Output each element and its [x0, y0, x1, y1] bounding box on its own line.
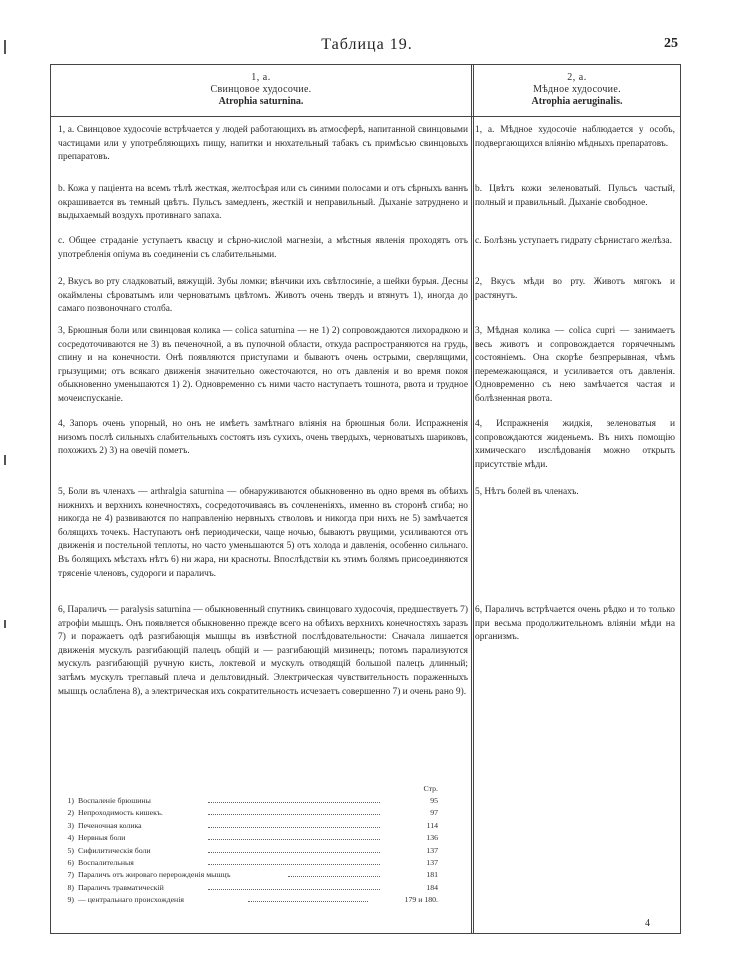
footnote-page: 114 — [426, 820, 438, 830]
left-paragraph-3: 3, Брюшныя боли или свинцовая колика — colica saturnina — не 1) 2) сопровождаются лихорадкою и сосредоточиваются не 3) въ печеночной, а въ пупочной области, откуда распространяются на грудь, спину и на конечности. Онѣ появляются приступами и бываютъ очень острыми, сверлящими, грызущими; отъ всякаго движенiя значительно ожесточаются, но отъ давленiя и во время покоя обыкновенно уменьшаются 1) 2). Одновременно съ ними часто наступаетъ тошнота, рвота и трудное мочеиспусканiе. — [58, 326, 468, 404]
footnotes-header — [58, 783, 438, 795]
footnote-page: 184 — [426, 882, 438, 892]
footnote-page: 97 — [430, 808, 438, 818]
column-divider — [471, 64, 474, 934]
footnote-text: Нервныя боли — [78, 833, 126, 843]
footnote-row — [58, 807, 438, 819]
footnote-number: 9) — [67, 895, 74, 905]
left-paragraph-2: 2, Вкусъ во рту сладковатый, вяжущiй. Зубы ломки; вѣнчики ихъ свѣтлосиніе, а шейки бурыя. Десны окаймлены сѣроватымъ или черноватымъ цвѣтомъ. Животъ очень твердъ и втянутъ 1), иногда до самаго позвоночнаго столба. — [58, 277, 468, 315]
footnote-row — [58, 820, 438, 832]
right-paragraph-6: 6, Параличъ встрѣчается очень рѣдко и то только при весьма продолжительномъ влiянiи мѣди на организмъ. — [475, 605, 675, 643]
footnote-page: 179 и 180. — [404, 895, 438, 905]
footnote-text: Воспаленiе брюшины — [78, 796, 151, 805]
footnote-row — [58, 894, 438, 906]
footnote-text: — центральнаго происхожденiя — [78, 895, 184, 905]
footnote-page: 137 — [426, 845, 438, 855]
header-divider — [50, 116, 681, 117]
signature-mark: 4 — [645, 918, 650, 929]
footnote-leader — [208, 864, 380, 865]
footnote-text: Непроходимость кишекъ. — [78, 808, 163, 818]
footnote-text: Печеночная колика — [78, 820, 142, 830]
footnote-row — [58, 857, 438, 869]
footnote-row — [58, 869, 438, 881]
right-paragraph-1b: b. Цвѣтъ кожи зеленоватый. Пульсъ частый, полный и правильный. Дыханiе свободное. — [475, 184, 675, 208]
margin-mark — [4, 620, 6, 628]
footnote-row — [58, 882, 438, 894]
left-column-number: 1, а. — [251, 72, 271, 83]
footnote-leader — [208, 814, 380, 815]
page-number: 25 — [664, 36, 678, 51]
margin-mark — [4, 455, 6, 465]
footnote-row — [58, 845, 438, 857]
right-paragraph-2: 2, Вкусъ мѣди во рту. Животъ мягокъ и растянутъ. — [475, 277, 675, 301]
footnote-page: 137 — [426, 857, 438, 867]
footnote-text: Параличъ травматическiй — [78, 882, 164, 892]
footnote-number: 5) — [67, 845, 74, 855]
right-paragraph-4: 4, Испражненiя жидкiя, зеленоватыя и сопровождаются жиденьемъ. Въ нихъ помощiю химическаго изслѣдованiя можно открыть присутствiе мѣди. — [475, 419, 675, 470]
footnote-leader — [208, 827, 380, 828]
footnote-number: 8) — [67, 882, 74, 892]
left-paragraph-6: 6, Параличъ — paralysis saturnina — обыкновенный спутникъ свинцоваго худосочія, предшествуетъ 7) атрофiи мышцъ. Онъ появляется обыкновенно прежде всего на обѣихъ верхнихъ конечностяхъ заразъ 7) и поражаетъ одѣ разгибающiя мышцы въ извѣстной послѣдовательности: Сначала лишается движенiя мускулъ разгибающiй палецъ общiй и — разгибающiй мизинецъ; потомъ парализуются мускулъ разгибающiй ручную кисть, локтевой и мускулъ отводящiй большой палецъ длинный; затѣмъ мускулъ треглавый плеча и дельтовидный. Электрическая чувствительность пораженныхъ мышцъ ослаблена 8), а электрическая ихъ сократительность исчезаетъ совершенно 7) и очень рано 9). — [58, 605, 468, 697]
right-column-number: 2, а. — [567, 72, 587, 83]
left-paragraph-1c: c. Общее страданiе уступаетъ квасцу и сѣрно-кислой магнезiи, а мѣстныя явленiя проходятъ отъ употребленiя опiума въ соединенiи съ слабительными. — [58, 236, 468, 260]
footnote-page: 95 — [430, 796, 438, 805]
footnote-leader — [208, 889, 380, 890]
footnote-text: Параличъ отъ жироваго перерожденiя мышцъ — [78, 870, 231, 880]
left-column-header — [52, 72, 470, 108]
left-paragraph-1a: 1, а. Свинцовое худосочіе встрѣчается у людей работающихъ въ атмосферѣ, напитанной свинцовыми частицами или у употребляющихъ пищу, напитки и нюхательный табакъ съ примѣсью свинцовыхъ препаратовъ. — [58, 125, 468, 163]
right-column-latin-title: Atrophia aeruginalis. — [531, 96, 623, 107]
footnotes — [58, 783, 438, 907]
footnote-number: 4) — [67, 833, 74, 843]
right-column-header — [475, 72, 679, 108]
footnote-text: Воспалительныя — [78, 857, 134, 867]
footnotes-page-label: Стр. — [423, 784, 438, 793]
footnote-row — [58, 795, 438, 807]
page-title: Таблица 19. — [321, 36, 413, 53]
footnote-leader — [208, 839, 380, 840]
right-paragraph-5: 5, Нѣтъ болей въ членахъ. — [475, 487, 579, 497]
footnote-number: 1) — [67, 796, 74, 805]
footnote-leader — [248, 901, 368, 902]
footnote-number: 2) — [67, 808, 74, 818]
right-paragraph-1c: c. Болѣзнь уступаетъ гидрату сѣрнистаго желѣза. — [475, 236, 672, 246]
left-column-latin-title: Atrophia saturnina. — [218, 96, 304, 107]
footnote-leader — [288, 876, 380, 877]
right-paragraph-1a: 1, а. Мѣдное худосочiе наблюдается у особъ, подвергающихся влiянiю мѣдныхъ препаратовъ. — [475, 125, 675, 149]
footnote-row — [58, 832, 438, 844]
footnote-page: 136 — [426, 833, 438, 843]
footnote-number: 6) — [67, 857, 74, 867]
left-paragraph-5: 5, Боли въ членахъ — arthralgia saturnina — обнаруживаются обыкновенно въ одно время въ обѣихъ нижнихъ и верхнихъ конечностяхъ, сосредоточиваясь въ сочлененiяхъ, именно въ сторонѣ сгиба; но никогда не 4) развиваются по направленiю нервныхъ стволовъ и никогда при нихъ не 5) замѣчается болящихъ точекъ. Наступаютъ онѣ периодически, чаще ночью, бываютъ рвущими, усиливаются отъ движенiя и постельной теплоты, но часто уменьшаются 5) отъ холода и давленiя, особенно сильнаго. Въ болящихъ мѣстахъ нѣтъ 6) ни жара, ни красноты. Впослѣдствiи къ этимъ болямъ присоединяются трясенiе членовъ, судороги и параличъ. — [58, 487, 468, 579]
footnote-number: 3) — [67, 820, 74, 830]
footnote-leader — [208, 802, 380, 803]
right-paragraph-3: 3, Мѣдная колика — colica cupri — занимаетъ весь животъ и сопровождается горячечнымъ состоянiемъ. Она скорѣе безпрерывная, чѣмъ перемежающаяся, и усиливается отъ давленiя. Одновременно съ нею замѣчается частая и болѣзненная рвота. — [475, 326, 675, 404]
left-column-title: Свинцовое худосочие. — [210, 84, 312, 95]
footnote-leader — [208, 852, 380, 853]
right-column-title: Мѣдное худосочие. — [533, 84, 621, 95]
left-paragraph-4: 4, Запоръ очень упорный, но онъ не имѣетъ замѣтнаго влiянiя на брюшныя боли. Испражненiя низомъ послѣ сильныхъ слабительныхъ состоятъ изъ сухихъ, очень твердыхъ, черноватыхъ шариковъ, похожихъ 2) 3) на овечiй пометъ. — [58, 419, 468, 457]
footnote-page: 181 — [426, 870, 438, 880]
left-paragraph-1b: b. Кожа у пацiента на всемъ тѣлѣ жесткая, желтосѣрая или съ синими полосами и отъ сѣрныхъ ваннъ окрашивается въ темный цвѣтъ. Пульсъ замедленъ, жесткiй и неправильный. Дыханiе затруднено и выдыхаемый воздухъ противнаго запаха. — [58, 184, 468, 222]
footnote-number: 7) — [67, 870, 74, 880]
footnote-text: Сифилитическiя боли — [78, 845, 151, 855]
